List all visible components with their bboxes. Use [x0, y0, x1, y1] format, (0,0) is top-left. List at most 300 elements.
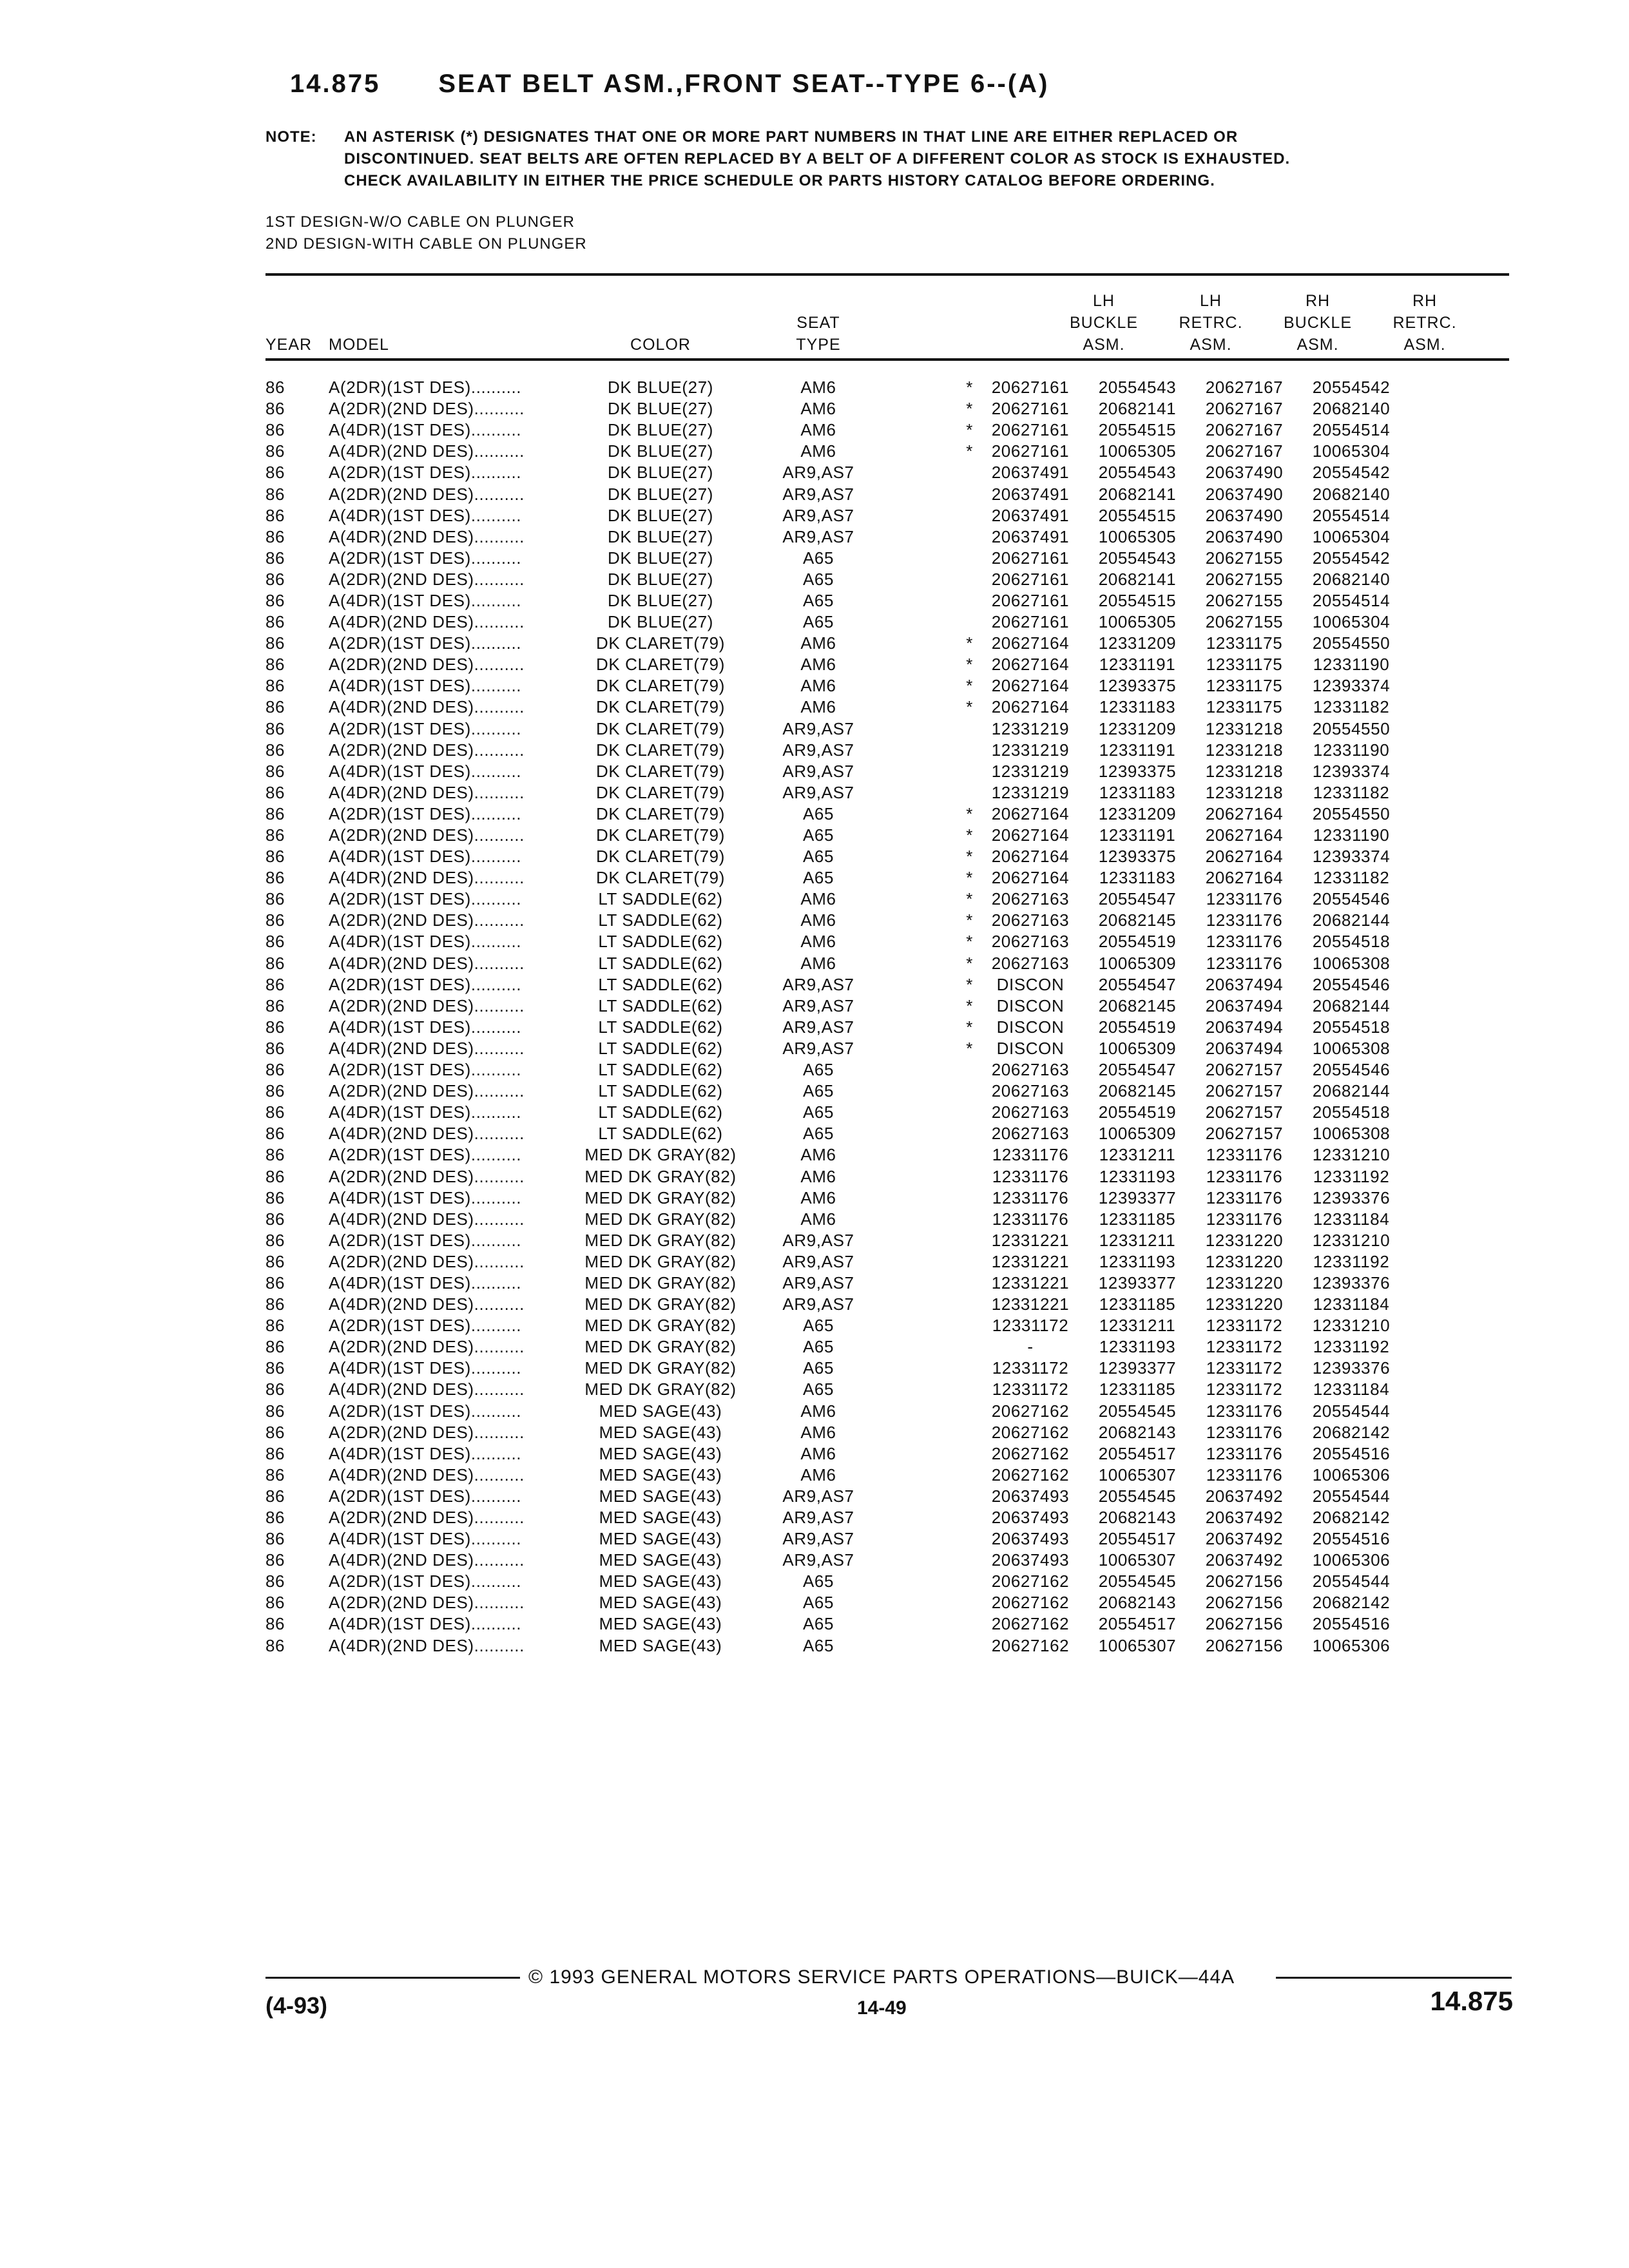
cell-lh-retrc: 12331209 — [1098, 803, 1177, 823]
cell-rh-retrc: 20554544 — [1312, 1486, 1391, 1506]
cell-year: 86 — [265, 1081, 285, 1101]
table-row — [265, 1102, 1405, 1123]
cell-model: A(2DR)(2ND DES).......... — [329, 1508, 525, 1528]
cell-lh-retrc: 12331185 — [1099, 1209, 1176, 1229]
header-line: RH — [1305, 292, 1331, 310]
cell-asterisk — [883, 1401, 977, 1422]
cell-color: MED SAGE(43) — [599, 1571, 722, 1591]
cell-model: A(2DR)(2ND DES).......... — [329, 655, 525, 675]
cell-seat-type: A65 — [802, 1635, 834, 1655]
cell-asterisk — [883, 1315, 977, 1336]
cell-asterisk — [883, 1379, 977, 1400]
table-row — [265, 867, 1405, 889]
cell-year: 86 — [265, 1124, 285, 1144]
cell-rh-retrc: 20554542 — [1312, 548, 1391, 568]
cell-asterisk — [883, 1144, 977, 1166]
cell-lh-buckle: 12331219 — [991, 740, 1070, 760]
cell-rh-retrc: 20554550 — [1312, 803, 1391, 823]
cell-color: MED SAGE(43) — [599, 1593, 722, 1613]
table-row — [265, 1166, 1405, 1187]
cell-seat-type: AR9,AS7 — [782, 1038, 854, 1058]
cell-seat-type: AR9,AS7 — [782, 1230, 854, 1250]
cell-rh-buckle: 20627157 — [1205, 1124, 1284, 1144]
cell-asterisk: * — [966, 420, 973, 440]
design-2nd: 2ND DESIGN-WITH CABLE ON PLUNGER — [265, 235, 587, 253]
cell-asterisk — [883, 462, 977, 483]
cell-rh-retrc: 10065306 — [1312, 1550, 1391, 1570]
table-row — [265, 526, 1405, 548]
cell-lh-buckle: 20627162 — [991, 1422, 1070, 1442]
cell-lh-retrc: 12331193 — [1099, 1166, 1176, 1186]
cell-lh-buckle: 20627162 — [991, 1465, 1070, 1485]
cell-rh-retrc: 12331184 — [1313, 1209, 1390, 1229]
cell-model: A(2DR)(1ST DES).......... — [329, 1145, 522, 1165]
cell-lh-retrc: 20554547 — [1098, 889, 1177, 909]
cell-rh-buckle: 20637490 — [1205, 505, 1284, 525]
cell-asterisk: * — [966, 889, 973, 909]
cell-year: 86 — [265, 761, 285, 781]
cell-color: DK CLARET(79) — [596, 697, 725, 717]
cell-asterisk — [883, 761, 977, 782]
cell-lh-retrc: 12393375 — [1098, 847, 1177, 867]
cell-lh-buckle: 12331221 — [991, 1251, 1070, 1271]
cell-model: A(4DR)(2ND DES).......... — [329, 953, 525, 973]
table-row — [265, 1315, 1405, 1336]
cell-color: DK CLARET(79) — [596, 655, 725, 675]
cell-model: A(2DR)(2ND DES).......... — [329, 825, 525, 845]
cell-year: 86 — [265, 718, 285, 738]
cell-year: 86 — [265, 889, 285, 909]
cell-lh-retrc: 20554517 — [1098, 1614, 1177, 1634]
cell-lh-retrc: 12331211 — [1099, 1230, 1176, 1250]
cell-lh-buckle: 12331176 — [992, 1209, 1069, 1229]
note-label: NOTE: — [265, 128, 317, 146]
cell-model: A(4DR)(2ND DES).......... — [329, 697, 525, 717]
table-row — [265, 419, 1405, 441]
cell-year: 86 — [265, 1316, 285, 1336]
cell-lh-retrc: 20554515 — [1098, 505, 1177, 525]
cell-lh-buckle: 20627162 — [991, 1571, 1070, 1591]
cell-lh-retrc: 12331183 — [1099, 782, 1176, 802]
cell-asterisk — [883, 611, 977, 633]
cell-year: 86 — [265, 378, 285, 398]
cell-year: 86 — [265, 1337, 285, 1357]
cell-color: MED SAGE(43) — [599, 1614, 722, 1634]
cell-year: 86 — [265, 526, 285, 546]
cell-asterisk: * — [966, 974, 973, 994]
cell-lh-buckle: 20627163 — [991, 910, 1070, 930]
cell-lh-buckle: 20627163 — [991, 932, 1070, 952]
cell-seat-type: A65 — [802, 548, 834, 568]
cell-rh-retrc: 20554516 — [1312, 1614, 1391, 1634]
cell-lh-retrc: 20682143 — [1098, 1593, 1177, 1613]
cell-asterisk: * — [966, 378, 973, 398]
cell-year: 86 — [265, 1550, 285, 1570]
cell-lh-buckle: 20627163 — [991, 1124, 1070, 1144]
cell-rh-buckle: 12331176 — [1206, 1187, 1283, 1207]
cell-color: DK CLARET(79) — [596, 761, 725, 781]
cell-year: 86 — [265, 953, 285, 973]
cell-model: A(2DR)(1ST DES).......... — [329, 378, 522, 398]
cell-rh-retrc: 20554550 — [1312, 633, 1391, 653]
cell-model: A(2DR)(1ST DES).......... — [329, 1060, 522, 1080]
cell-rh-buckle: 12331176 — [1206, 1401, 1283, 1421]
cell-rh-buckle: 12331220 — [1205, 1230, 1284, 1250]
cell-lh-buckle: 20627161 — [991, 441, 1070, 461]
cell-lh-buckle: 20627162 — [991, 1443, 1070, 1463]
table-row — [265, 931, 1405, 952]
table-row — [265, 1613, 1405, 1635]
cell-asterisk — [883, 1550, 977, 1571]
cell-color: DK BLUE(27) — [607, 484, 714, 504]
cell-lh-retrc: 12393377 — [1098, 1273, 1177, 1293]
cell-seat-type: AR9,AS7 — [782, 718, 854, 738]
cell-color: MED SAGE(43) — [599, 1529, 722, 1549]
section-number: 14.875 — [290, 70, 381, 98]
cell-rh-retrc: 20554546 — [1312, 889, 1391, 909]
cell-color: LT SADDLE(62) — [598, 1081, 723, 1101]
cell-color: LT SADDLE(62) — [598, 1038, 723, 1058]
cell-model: A(2DR)(1ST DES).......... — [329, 1486, 522, 1506]
cell-lh-retrc: 12331193 — [1099, 1337, 1176, 1357]
cell-rh-buckle: 20637490 — [1205, 484, 1284, 504]
cell-year: 86 — [265, 1593, 285, 1613]
table-row — [265, 1592, 1405, 1613]
header-top-rule — [265, 273, 1509, 276]
cell-lh-buckle: 20627164 — [991, 655, 1070, 675]
cell-color: DK BLUE(27) — [607, 526, 714, 546]
cell-asterisk: * — [966, 441, 973, 461]
cell-rh-retrc: 12393376 — [1312, 1358, 1391, 1378]
cell-lh-buckle: 12331176 — [992, 1166, 1069, 1186]
cell-model: A(4DR)(2ND DES).......... — [329, 1465, 525, 1485]
cell-rh-buckle: 12331176 — [1206, 953, 1283, 973]
cell-rh-retrc: 20554514 — [1312, 505, 1391, 525]
cell-year: 86 — [265, 740, 285, 760]
cell-color: DK CLARET(79) — [596, 782, 725, 802]
cell-lh-retrc: 10065305 — [1098, 526, 1177, 546]
cell-model: A(2DR)(2ND DES).......... — [329, 1422, 525, 1442]
cell-asterisk — [883, 1635, 977, 1657]
cell-lh-buckle: DISCON — [996, 995, 1065, 1015]
cell-rh-retrc: 12331182 — [1313, 697, 1390, 717]
cell-model: A(4DR)(1ST DES).......... — [329, 761, 522, 781]
cell-model: A(2DR)(1ST DES).......... — [329, 1230, 522, 1250]
cell-asterisk — [883, 483, 977, 505]
header-seat-line: SEAT — [796, 314, 840, 332]
cell-lh-buckle: 20627161 — [991, 569, 1070, 589]
cell-rh-retrc: 10065304 — [1312, 526, 1391, 546]
cell-lh-buckle: 12331221 — [991, 1294, 1070, 1314]
cell-model: A(2DR)(2ND DES).......... — [329, 910, 525, 930]
cell-lh-retrc: 10065307 — [1098, 1635, 1177, 1655]
cell-lh-buckle: 20627162 — [991, 1614, 1070, 1634]
cell-seat-type: AR9,AS7 — [782, 463, 854, 483]
cell-lh-retrc: 12331191 — [1099, 825, 1176, 845]
cell-lh-buckle: 20637491 — [991, 484, 1070, 504]
table-row — [265, 1550, 1405, 1571]
header-line: LH — [1093, 292, 1115, 310]
cell-asterisk — [883, 1486, 977, 1507]
cell-rh-retrc: 20554542 — [1312, 378, 1391, 398]
cell-year: 86 — [265, 399, 285, 419]
cell-rh-buckle: 20627156 — [1205, 1635, 1284, 1655]
cell-rh-buckle: 20627156 — [1205, 1593, 1284, 1613]
header-line: ASM. — [1403, 336, 1446, 354]
cell-model: A(4DR)(2ND DES).......... — [329, 868, 525, 888]
cell-seat-type: AM6 — [800, 676, 836, 696]
cell-color: MED DK GRAY(82) — [584, 1230, 737, 1250]
cell-year: 86 — [265, 1145, 285, 1165]
note-line: DISCONTINUED. SEAT BELTS ARE OFTEN REPLACED BY A BELT OF A DIFFERENT COLOR AS STOCK IS EXHAUSTED. — [344, 150, 1291, 168]
cell-asterisk — [883, 569, 977, 590]
cell-year: 86 — [265, 825, 285, 845]
cell-asterisk — [883, 1102, 977, 1123]
cell-seat-type: A65 — [802, 1337, 834, 1357]
table-row — [265, 377, 1405, 398]
cell-seat-type: AR9,AS7 — [782, 1273, 854, 1293]
cell-asterisk — [883, 1465, 977, 1486]
cell-lh-retrc: 12331209 — [1098, 633, 1177, 653]
cell-model: A(4DR)(1ST DES).......... — [329, 1273, 522, 1293]
cell-color: MED SAGE(43) — [599, 1465, 722, 1485]
table-row — [265, 953, 1405, 974]
table-row — [265, 1422, 1405, 1443]
table-row — [265, 1401, 1405, 1422]
cell-lh-retrc: 12331211 — [1099, 1316, 1176, 1336]
cell-rh-buckle: 20627157 — [1205, 1081, 1284, 1101]
table-row — [265, 1144, 1405, 1166]
cell-rh-buckle: 12331172 — [1206, 1337, 1283, 1357]
cell-model: A(4DR)(1ST DES).......... — [329, 1614, 522, 1634]
cell-seat-type: AM6 — [800, 932, 836, 952]
cell-rh-buckle: 12331218 — [1205, 761, 1284, 781]
cell-rh-retrc: 12331210 — [1312, 1230, 1391, 1250]
cell-rh-retrc: 12331182 — [1313, 782, 1390, 802]
cell-model: A(2DR)(1ST DES).......... — [329, 974, 522, 994]
cell-model: A(4DR)(1ST DES).......... — [329, 1443, 522, 1463]
cell-rh-buckle: 20627157 — [1205, 1102, 1284, 1122]
cell-year: 86 — [265, 1508, 285, 1528]
cell-rh-retrc: 20554518 — [1312, 1017, 1391, 1037]
cell-asterisk — [883, 526, 977, 548]
header-line: ASM. — [1296, 336, 1339, 354]
cell-rh-retrc: 20682142 — [1312, 1422, 1391, 1442]
cell-asterisk — [883, 1571, 977, 1592]
cell-rh-retrc: 20554546 — [1312, 1060, 1391, 1080]
table-row — [265, 889, 1405, 910]
cell-seat-type: AR9,AS7 — [782, 974, 854, 994]
cell-year: 86 — [265, 1379, 285, 1399]
cell-model: A(4DR)(2ND DES).......... — [329, 1294, 525, 1314]
cell-color: DK CLARET(79) — [596, 825, 725, 845]
cell-rh-retrc: 10065306 — [1312, 1465, 1391, 1485]
cell-rh-buckle: 20627156 — [1205, 1614, 1284, 1634]
cell-model: A(2DR)(1ST DES).......... — [329, 463, 522, 483]
table-row — [265, 974, 1405, 995]
cell-lh-retrc: 20554545 — [1098, 1571, 1177, 1591]
cell-lh-buckle: 20627161 — [991, 590, 1070, 610]
cell-rh-buckle: 20627164 — [1205, 868, 1284, 888]
cell-lh-buckle: 20627161 — [991, 548, 1070, 568]
cell-asterisk: * — [966, 995, 973, 1015]
cell-model: A(4DR)(2ND DES).......... — [329, 441, 525, 461]
cell-lh-retrc: 20554517 — [1098, 1443, 1177, 1463]
cell-seat-type: A65 — [802, 803, 834, 823]
cell-lh-buckle: 12331221 — [991, 1273, 1070, 1293]
cell-rh-buckle: 20627167 — [1205, 399, 1284, 419]
cell-color: MED SAGE(43) — [599, 1508, 722, 1528]
cell-seat-type: AM6 — [800, 399, 836, 419]
cell-lh-retrc: 20554517 — [1098, 1529, 1177, 1549]
cell-seat-type: AM6 — [800, 697, 836, 717]
cell-color: MED DK GRAY(82) — [584, 1145, 737, 1165]
cell-rh-buckle: 12331218 — [1205, 718, 1284, 738]
cell-model: A(2DR)(1ST DES).......... — [329, 1316, 522, 1336]
cell-lh-retrc: 12331185 — [1099, 1379, 1176, 1399]
cell-seat-type: AR9,AS7 — [782, 1017, 854, 1037]
cell-rh-retrc: 20554544 — [1312, 1401, 1391, 1421]
cell-model: A(2DR)(2ND DES).......... — [329, 1081, 525, 1101]
cell-year: 86 — [265, 1465, 285, 1485]
cell-color: MED DK GRAY(82) — [584, 1379, 737, 1399]
cell-lh-buckle: 20627164 — [991, 697, 1070, 717]
cell-lh-buckle: - — [1027, 1337, 1034, 1357]
cell-rh-buckle: 12331218 — [1205, 782, 1284, 802]
cell-color: MED DK GRAY(82) — [584, 1209, 737, 1229]
cell-model: A(2DR)(1ST DES).......... — [329, 803, 522, 823]
cell-lh-retrc: 20554543 — [1098, 548, 1177, 568]
header-model: MODEL — [329, 336, 389, 354]
cell-lh-retrc: 20554547 — [1098, 974, 1177, 994]
cell-rh-buckle: 12331176 — [1206, 1465, 1283, 1485]
cell-year: 86 — [265, 847, 285, 867]
cell-year: 86 — [265, 1571, 285, 1591]
cell-color: MED DK GRAY(82) — [584, 1337, 737, 1357]
cell-rh-buckle: 20637492 — [1205, 1529, 1284, 1549]
cell-seat-type: AM6 — [800, 420, 836, 440]
table-row — [265, 1336, 1405, 1358]
cell-rh-buckle: 12331175 — [1206, 697, 1283, 717]
cell-year: 86 — [265, 974, 285, 994]
cell-lh-retrc: 20682145 — [1098, 995, 1177, 1015]
cell-lh-buckle: 20627161 — [991, 612, 1070, 632]
cell-rh-buckle: 20627156 — [1205, 1571, 1284, 1591]
cell-rh-buckle: 20637490 — [1205, 463, 1284, 483]
cell-rh-retrc: 20682144 — [1312, 995, 1391, 1015]
cell-year: 86 — [265, 1614, 285, 1634]
cell-lh-retrc: 12331193 — [1099, 1251, 1176, 1271]
table-row — [265, 1123, 1405, 1144]
cell-lh-buckle: 20627164 — [991, 825, 1070, 845]
cell-rh-retrc: 20682142 — [1312, 1593, 1391, 1613]
cell-asterisk — [883, 1592, 977, 1613]
cell-model: A(4DR)(1ST DES).......... — [329, 1187, 522, 1207]
cell-model: A(4DR)(1ST DES).......... — [329, 1102, 522, 1122]
cell-lh-retrc: 10065305 — [1098, 612, 1177, 632]
cell-color: LT SADDLE(62) — [598, 1124, 723, 1144]
table-row — [265, 846, 1405, 867]
cell-model: A(2DR)(1ST DES).......... — [329, 1571, 522, 1591]
cell-color: MED SAGE(43) — [599, 1443, 722, 1463]
header-line: BUCKLE — [1283, 314, 1353, 332]
design-1st: 1ST DESIGN-W/O CABLE ON PLUNGER — [265, 213, 575, 231]
table-row — [265, 1571, 1405, 1592]
cell-seat-type: AM6 — [800, 655, 836, 675]
cell-rh-buckle: 20637494 — [1205, 995, 1284, 1015]
cell-asterisk: * — [966, 953, 973, 973]
cell-color: DK CLARET(79) — [596, 803, 725, 823]
cell-seat-type: A65 — [802, 569, 834, 589]
cell-seat-type: AR9,AS7 — [782, 1294, 854, 1314]
cell-lh-retrc: 10065307 — [1098, 1465, 1177, 1485]
cell-rh-buckle: 12331175 — [1206, 655, 1283, 675]
header-seat-type — [754, 312, 883, 356]
cell-rh-buckle: 12331176 — [1206, 1443, 1283, 1463]
design-legend — [265, 211, 587, 255]
table-row — [265, 1486, 1405, 1507]
cell-lh-buckle: 20637491 — [991, 526, 1070, 546]
footer-rule-left — [265, 1977, 520, 1979]
cell-color: DK CLARET(79) — [596, 718, 725, 738]
cell-rh-retrc: 12393376 — [1312, 1273, 1391, 1293]
table-row — [265, 590, 1405, 611]
cell-rh-buckle: 20637492 — [1205, 1550, 1284, 1570]
cell-year: 86 — [265, 463, 285, 483]
cell-asterisk: * — [966, 399, 973, 419]
cell-year: 86 — [265, 1038, 285, 1058]
cell-color: LT SADDLE(62) — [598, 1102, 723, 1122]
cell-asterisk — [883, 782, 977, 803]
cell-model: A(2DR)(1ST DES).......... — [329, 1401, 522, 1421]
cell-asterisk: * — [966, 633, 973, 653]
footer-date-code: (4-93) — [265, 1992, 328, 2019]
cell-lh-retrc: 12331185 — [1099, 1294, 1176, 1314]
cell-rh-retrc: 20554514 — [1312, 590, 1391, 610]
cell-rh-retrc: 12331190 — [1313, 740, 1390, 760]
parts-table — [265, 377, 1405, 1657]
cell-color: MED DK GRAY(82) — [584, 1358, 737, 1378]
cell-year: 86 — [265, 1486, 285, 1506]
cell-color: LT SADDLE(62) — [598, 974, 723, 994]
cell-seat-type: A65 — [802, 825, 834, 845]
table-row — [265, 803, 1405, 825]
table-row — [265, 1528, 1405, 1550]
cell-lh-buckle: DISCON — [996, 1017, 1065, 1037]
cell-lh-buckle: 12331219 — [991, 782, 1070, 802]
cell-rh-retrc: 20554514 — [1312, 420, 1391, 440]
cell-seat-type: AR9,AS7 — [782, 484, 854, 504]
cell-rh-retrc: 20682140 — [1312, 399, 1391, 419]
cell-lh-buckle: 20637493 — [991, 1508, 1070, 1528]
table-row — [265, 910, 1405, 931]
cell-color: LT SADDLE(62) — [598, 932, 723, 952]
cell-asterisk — [883, 718, 977, 740]
cell-lh-retrc: 12393375 — [1098, 761, 1177, 781]
table-row — [265, 1038, 1405, 1059]
cell-rh-retrc: 20554542 — [1312, 463, 1391, 483]
cell-lh-buckle: 20627161 — [991, 420, 1070, 440]
cell-asterisk — [883, 740, 977, 761]
table-row — [265, 1443, 1405, 1465]
cell-model: A(4DR)(1ST DES).......... — [329, 676, 522, 696]
cell-rh-retrc: 12331192 — [1313, 1337, 1390, 1357]
header-rh-retrc — [1371, 290, 1478, 356]
cell-rh-buckle: 20627155 — [1205, 612, 1284, 632]
cell-lh-buckle: 12331172 — [992, 1358, 1069, 1378]
table-row — [265, 1294, 1405, 1315]
cell-rh-retrc: 20554518 — [1312, 932, 1391, 952]
